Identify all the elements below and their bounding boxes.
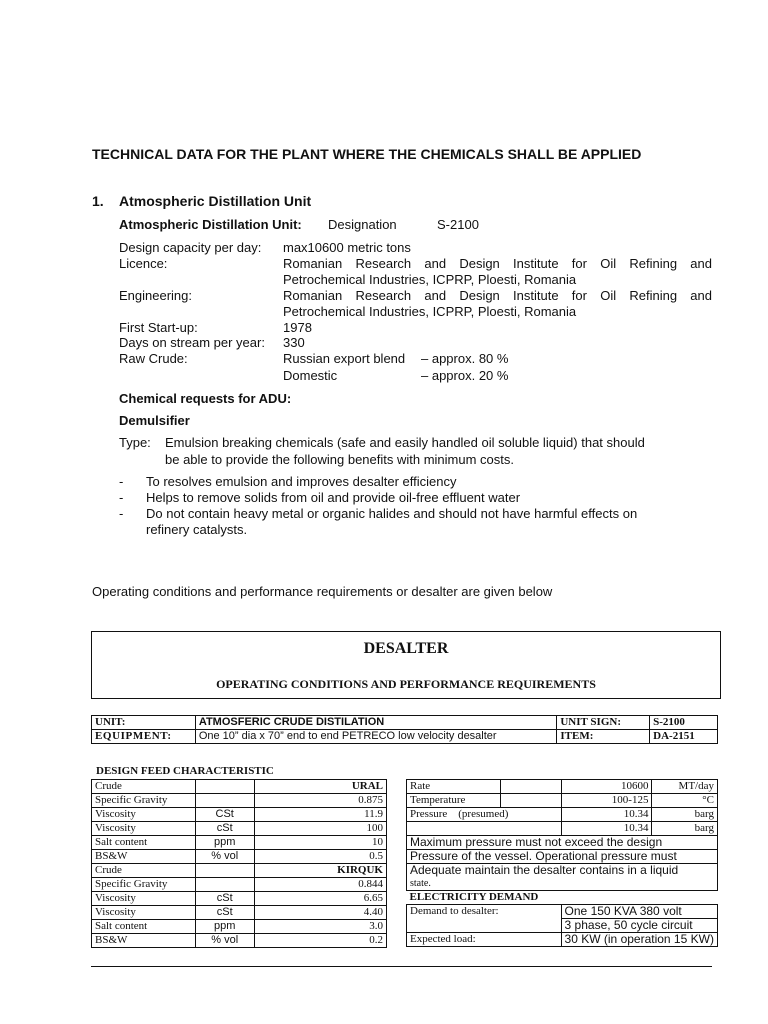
feed-value: URAL (254, 780, 386, 794)
feed-value: 11.9 (254, 808, 386, 822)
feed-property: Salt content (92, 920, 196, 934)
crude-1-share: – approx. 80 % (421, 351, 509, 366)
pressure-label: Pressure (presumed) (407, 808, 562, 822)
rate-value: 10600 (561, 780, 652, 794)
rate-unit: MT/day (652, 780, 718, 794)
conditions-table (406, 779, 718, 947)
table-row (92, 934, 387, 948)
unit-label: UNIT: (92, 716, 196, 730)
desalter-title: DESALTER (363, 640, 449, 657)
feed-property: Viscosity (92, 906, 196, 920)
designation-value: S-2100 (437, 217, 479, 232)
startup-value: 1978 (283, 320, 312, 335)
feed-property: BS&W (92, 934, 196, 948)
table-row (407, 836, 718, 850)
equipment-label: EQUIPMENT: (92, 730, 196, 744)
bullet-marker: - (119, 506, 124, 521)
feed-property: Viscosity (92, 892, 196, 906)
table-row (407, 933, 718, 947)
feed-property: Viscosity (92, 808, 196, 822)
licence-label: Licence: (119, 256, 168, 271)
pressure-unit-2: barg (652, 822, 718, 836)
load-label: Expected load: (407, 933, 562, 947)
feed-table (91, 779, 387, 948)
pressure-value: 10.34 (561, 808, 652, 822)
table-row (407, 891, 718, 905)
bullet-text: Helps to remove solids from oil and provide oil-free effluent water (146, 490, 521, 505)
pressure-note: Maximum pressure must not exceed the design (407, 836, 718, 850)
table-row (92, 850, 387, 864)
feed-unit (195, 864, 254, 878)
feed-unit (195, 878, 254, 892)
rate-label: Rate (407, 780, 501, 794)
days-label: Days on stream per year: (119, 335, 265, 350)
raw-crude-label: Raw Crude: (119, 351, 188, 366)
bullet-text-continued: refinery catalysts. (146, 522, 248, 537)
load-value: 30 KW (in operation 15 KW) (561, 933, 717, 947)
table-row (92, 920, 387, 934)
feed-unit: ppm (195, 836, 254, 850)
feed-value: 3.0 (254, 920, 386, 934)
engineering-label: Engineering: (119, 288, 192, 303)
pressure-note: state. (407, 877, 718, 891)
table-row (407, 808, 718, 822)
pressure-value-2: 10.34 (561, 822, 652, 836)
feed-unit: cSt (195, 906, 254, 920)
engineering-line-1: Romanian Research and Design Institute for Oil Refining and (283, 288, 712, 303)
table-row (92, 794, 387, 808)
bullet-text: Do not contain heavy metal or organic halides and should not have harmful effects on (146, 506, 638, 521)
type-line-2: be able to provide the following benefits with minimum costs. (165, 452, 515, 467)
feed-value: 100 (254, 822, 386, 836)
table-row (407, 877, 718, 891)
demulsifier-heading: Demulsifier (119, 413, 190, 428)
table-row (407, 822, 718, 836)
feed-property: Specific Gravity (92, 794, 196, 808)
feed-value: 0.844 (254, 878, 386, 892)
operating-intro: Operating conditions and performance requirements or desalter are given below (92, 584, 553, 599)
footer-divider (91, 966, 712, 967)
document-title: TECHNICAL DATA FOR THE PLANT WHERE THE CHEMICALS SHALL BE APPLIED (92, 146, 642, 162)
feed-value: 0.875 (254, 794, 386, 808)
temperature-label: Temperature (407, 794, 501, 808)
table-row (92, 730, 718, 744)
feed-unit: CSt (195, 808, 254, 822)
table-row (92, 836, 387, 850)
table-row (92, 878, 387, 892)
unit-table (91, 715, 718, 744)
capacity-label: Design capacity per day: (119, 240, 262, 255)
feed-unit: cSt (195, 892, 254, 906)
unit-sign-value: S-2100 (650, 716, 718, 730)
table-row (92, 780, 387, 794)
table-row (407, 919, 718, 933)
table-row (92, 906, 387, 920)
feed-heading: DESIGN FEED CHARACTERISTIC (96, 765, 274, 777)
feed-unit (195, 780, 254, 794)
licence-line-2: Petrochemical Industries, ICPRP, Ploesti, Romania (283, 272, 577, 287)
feed-property: BS&W (92, 850, 196, 864)
feed-unit: % vol (195, 934, 254, 948)
feed-unit: ppm (195, 920, 254, 934)
electricity-heading: ELECTRICITY DEMAND (409, 891, 539, 903)
licence-line-1: Romanian Research and Design Institute for Oil Refining and (283, 256, 712, 271)
desalter-title-box (91, 631, 721, 699)
feed-value: KIRQUK (254, 864, 386, 878)
feed-property: Specific Gravity (92, 878, 196, 892)
feed-property: Crude (92, 864, 196, 878)
table-row (407, 905, 718, 919)
unit-sign-label: UNIT SIGN: (557, 716, 650, 730)
feed-property: Crude (92, 780, 196, 794)
table-row (407, 864, 718, 878)
table-row (92, 808, 387, 822)
demand-line-2: 3 phase, 50 cycle circuit (561, 919, 717, 933)
item-label: ITEM: (557, 730, 650, 744)
designation-label: Designation (328, 217, 397, 232)
equipment-value: One 10” dia x 70” end to end PETRECO low velocity desalter (195, 730, 557, 744)
demand-line-1: One 150 KVA 380 volt (561, 905, 717, 919)
crude-1-name: Russian export blend (283, 351, 406, 366)
pressure-note: Adequate maintain the desalter contains in a liquid (407, 864, 718, 878)
feed-property: Viscosity (92, 822, 196, 836)
crude-2-name: Domestic (283, 368, 338, 383)
section-number: 1. (92, 193, 104, 209)
adu-label: Atmospheric Distillation Unit: (119, 217, 302, 232)
bullet-text: To resolves emulsion and improves desalter efficiency (146, 474, 457, 489)
feed-value: 10 (254, 836, 386, 850)
unit-value: ATMOSFERIC CRUDE DISTILATION (195, 716, 557, 730)
type-line-1: Emulsion breaking chemicals (safe and easily handled oil soluble liquid) that should (165, 435, 645, 450)
startup-label: First Start-up: (119, 320, 198, 335)
demand-label: Demand to desalter: (407, 905, 562, 919)
desalter-subtitle: OPERATING CONDITIONS AND PERFORMANCE REQUIREMENTS (216, 677, 596, 691)
feed-value: 6.65 (254, 892, 386, 906)
capacity-value: max10600 metric tons (283, 240, 411, 255)
bullet-marker: - (119, 490, 124, 505)
item-value: DA-2151 (650, 730, 718, 744)
type-label: Type: (119, 435, 151, 450)
feed-unit: % vol (195, 850, 254, 864)
temperature-value: 100-125 (561, 794, 652, 808)
feed-value: 4.40 (254, 906, 386, 920)
feed-unit (195, 794, 254, 808)
feed-unit: cSt (195, 822, 254, 836)
feed-property: Salt content (92, 836, 196, 850)
table-row (92, 716, 718, 730)
table-row (407, 850, 718, 864)
table-row (92, 892, 387, 906)
table-row (407, 794, 718, 808)
days-value: 330 (283, 335, 305, 350)
table-row (92, 864, 387, 878)
temperature-unit: °C (652, 794, 718, 808)
feed-value: 0.5 (254, 850, 386, 864)
table-row (92, 822, 387, 836)
bullet-marker: - (119, 474, 124, 489)
crude-2-share: – approx. 20 % (421, 368, 509, 383)
pressure-unit: barg (652, 808, 718, 822)
chemical-requests-heading: Chemical requests for ADU: (119, 391, 292, 406)
section-heading: Atmospheric Distillation Unit (119, 193, 312, 209)
table-row (407, 780, 718, 794)
pressure-note: Pressure of the vessel. Operational pressure must (407, 850, 718, 864)
feed-value: 0.2 (254, 934, 386, 948)
engineering-line-2: Petrochemical Industries, ICPRP, Ploesti, Romania (283, 304, 577, 319)
